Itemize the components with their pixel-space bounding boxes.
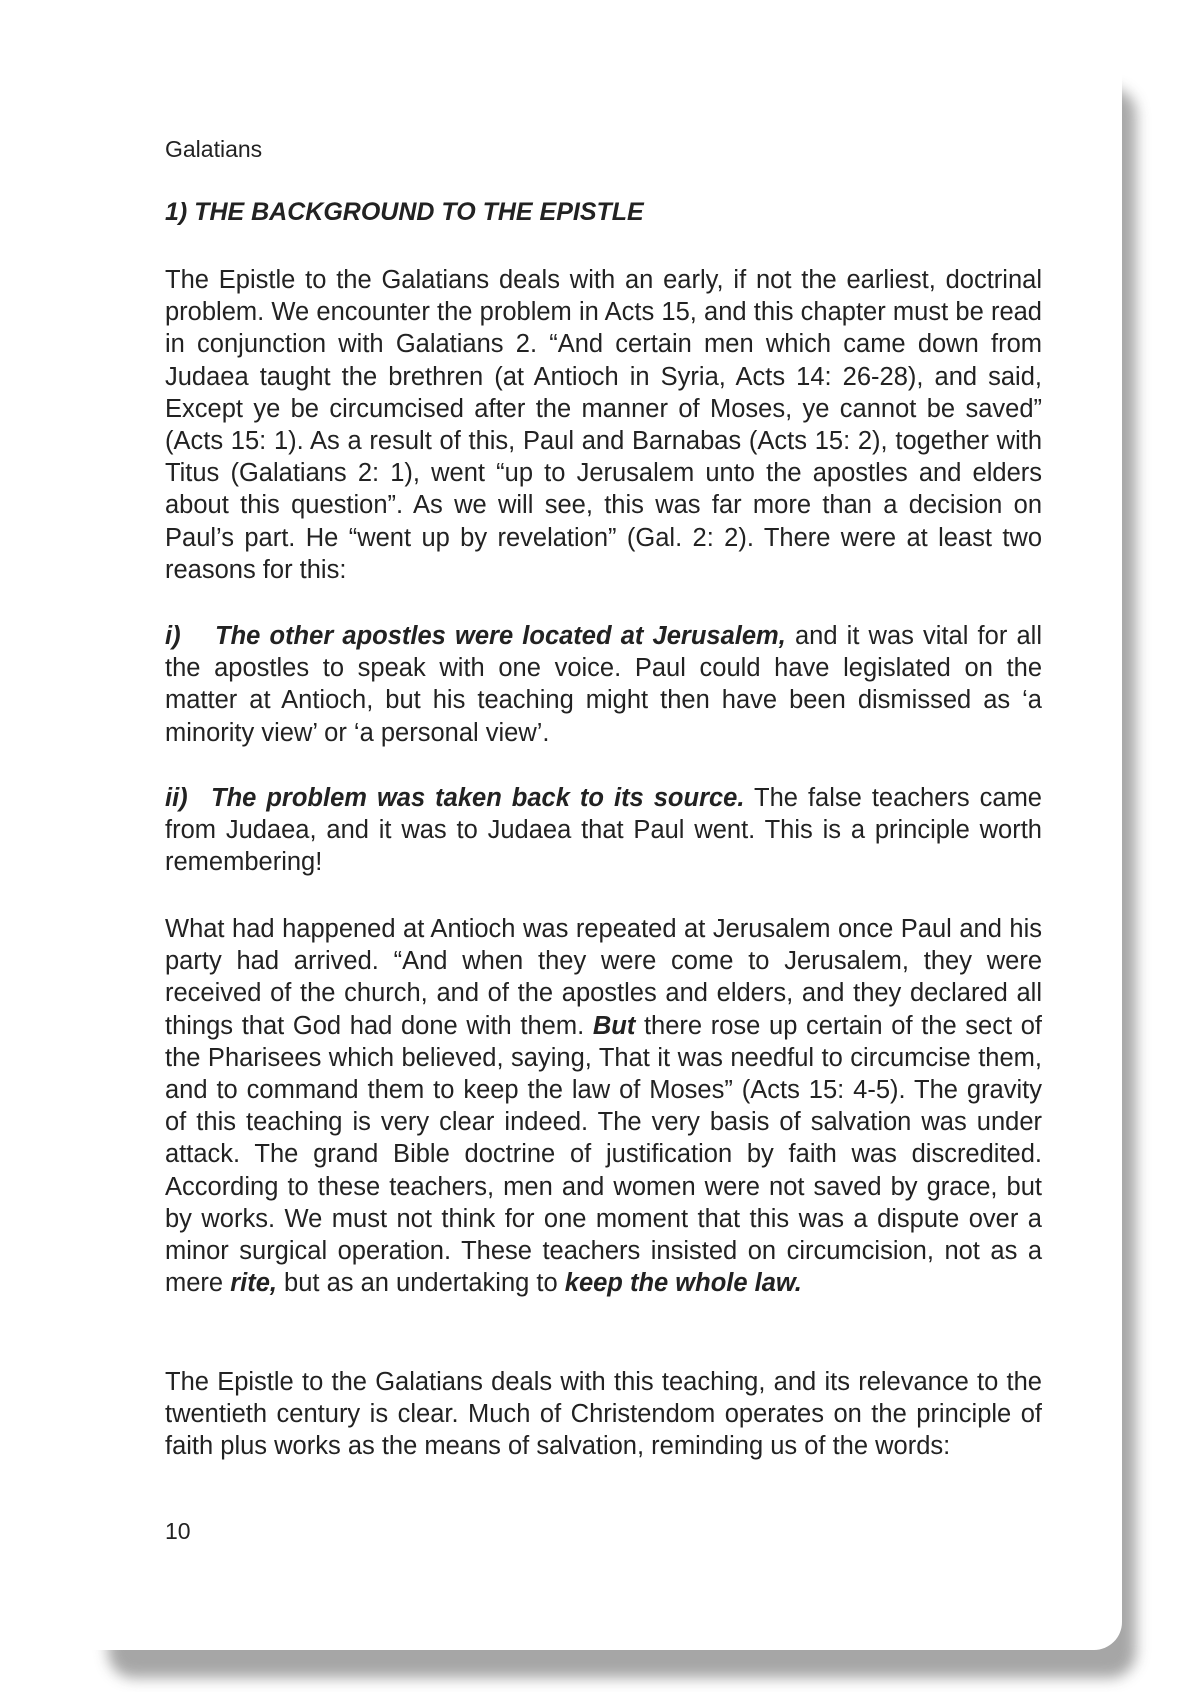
paragraph-jerusalem — [165, 913, 1042, 1299]
point-marker: i) — [165, 622, 181, 650]
point-text: The false teachers came from Judaea, and it was to Judaea that Paul went. This is a principle worth remembering! — [165, 784, 1042, 877]
point-lead: The other apostles were located at Jerusalem, — [215, 622, 786, 650]
point-lead: The problem was taken back to its source. — [211, 784, 745, 812]
paragraph-text: but as an undertaking to — [276, 1269, 565, 1298]
point-text: and it was vital for all the apostles to speak with one voice. Paul could have legislated on the matter at Antioch, but his teaching might then have been dismissed as ‘a minority view’ or ‘a personal view’. — [165, 622, 1042, 747]
paragraph-point-two — [165, 782, 1042, 879]
paragraph-text: there rose up certain of the sect of the Pharisees which believed, saying, That it was needful to circumcise them, and to command them to keep the law of Moses” (Acts 15: 4-5). The gravity of this teaching is very clear indeed. The very basis of salvation was under attack. The grand Bible doctrine of justification by faith was discredited. According to these teachers, men and women were not saved by grace, but by works. We must not think for one moment that this was a dispute over a minor surgical operation. These teachers insisted on circumcision, not as a mere — [165, 1011, 1043, 1298]
emphasis-text: But — [592, 1011, 636, 1040]
point-marker: ii) — [165, 784, 188, 812]
paragraph-point-one — [165, 620, 1042, 749]
paragraph-intro: The Epistle to the Galatians deals with an early, if not the earliest, doctrinal problem. We encounter the problem in Acts 15, and this chapter must be read in conjunction with Galatians 2. “And certain men which came down from Judaea taught the brethren (at Antioch in Syria, Acts 14: 26-28), and said, Except ye be circumcised after the manner of Moses, ye cannot be saved” (Acts 15: 1). As a result of this, Paul and Barnabas (Acts 15: 2), together with Titus (Galatians 2: 1), went “up to Jerusalem unto the apostles and elders about this question”. As we will see, this was far more than a decision on Paul’s part. He “went up by revelation” (Gal. 2: 2). There were at least two reasons for this: — [165, 266, 1042, 584]
section-heading: 1) THE BACKGROUND TO THE EPISTLE — [165, 198, 644, 226]
emphasis-text: keep the whole law. — [564, 1269, 802, 1298]
page-number: 10 — [165, 1518, 191, 1544]
paragraph-text: What had happened at Antioch was repeated at Jerusalem once Paul and his party had arrived. “And when they were come to Jerusalem, they were received of the church, and of the apostles and elders, and they declared all things that God had done with them. — [165, 915, 1042, 1040]
running-header: Galatians — [165, 136, 263, 162]
emphasis-text: rite, — [230, 1269, 277, 1298]
paragraph-relevance: The Epistle to the Galatians deals with this teaching, and its relevance to the twentieth century is clear. Much of Christendom operates on the principle of faith plus works as the means of salvation, reminding us of the words: — [165, 1368, 1042, 1461]
